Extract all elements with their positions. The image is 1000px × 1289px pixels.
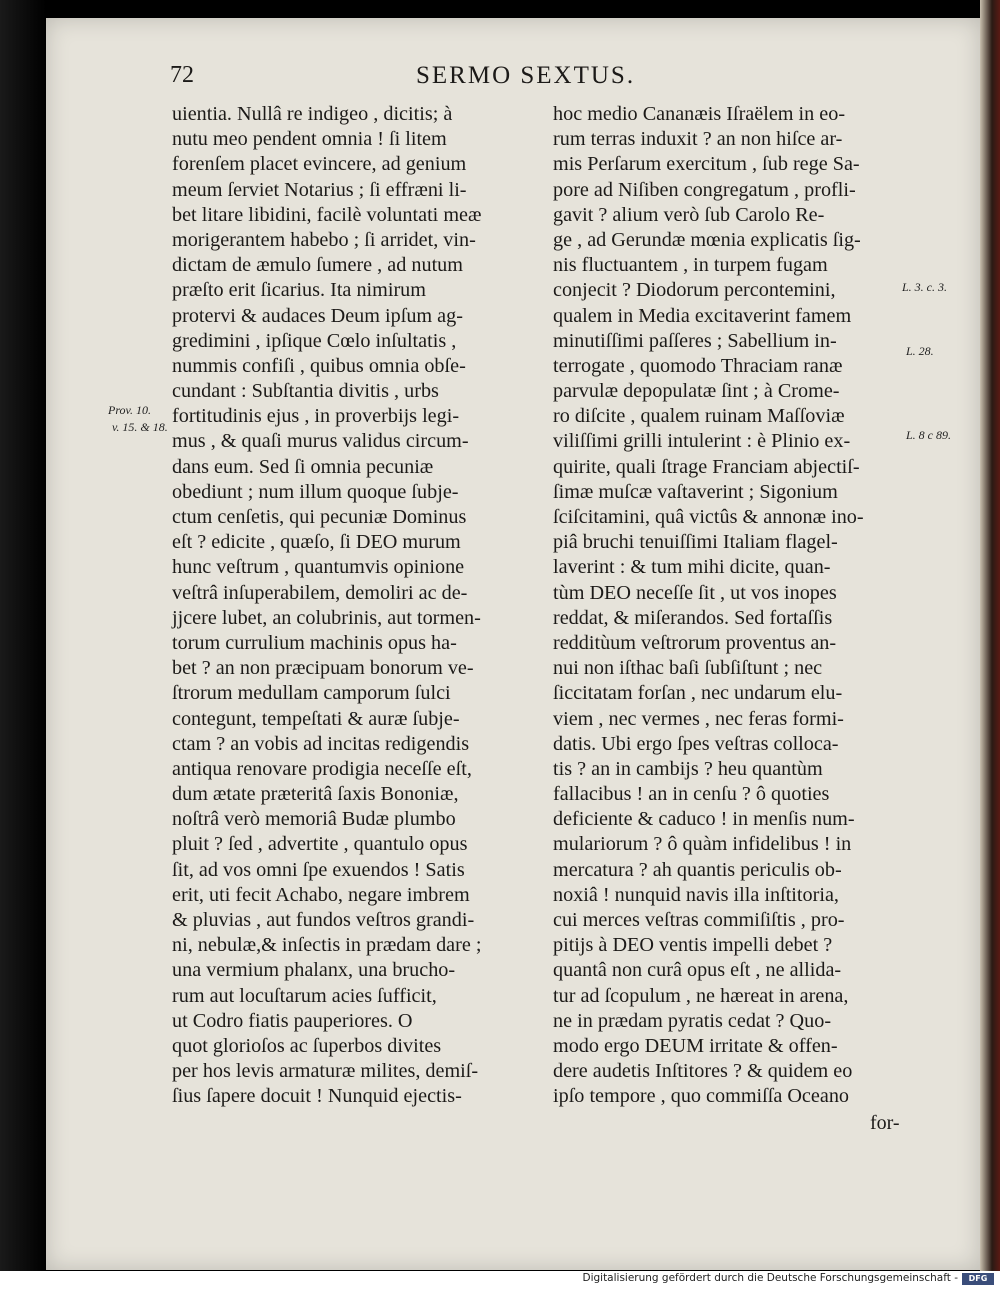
left-column-line: ſius ſapere docuit ! Nunquid ejectis-: [172, 1085, 462, 1108]
right-column-line: noxiâ ! nunquid navis illa inſtitoria,: [553, 883, 839, 906]
right-column-line: ne in prædam pyratis cedat ? Quo-: [553, 1009, 832, 1032]
right-column-line: quirite, quali ſtrage Franciam abjectiſ-: [553, 455, 860, 478]
right-column-line: rum terras induxit ? an non hiſce ar-: [553, 128, 843, 151]
left-column-line: pluit ? ſed , advertite , quantulo opus: [172, 833, 468, 856]
right-column-line: nis fluctuantem , in turpem fugam: [553, 254, 828, 277]
right-column-line: pitijs à DEO ventis impelli debet ?: [553, 934, 833, 957]
left-column-line: fortitudinis ejus , in proverbijs legi-: [172, 405, 460, 428]
page-number: 72: [170, 62, 194, 88]
left-column-line: ſit, ad vos omni ſpe exuendos ! Satis: [172, 858, 465, 881]
left-column-line: uientia. Nullâ re indigeo , dicitis; à: [172, 103, 453, 125]
right-column-line: parvulæ depopulatæ ſint ; à Crome-: [553, 380, 840, 403]
left-column-line: forenſem placet evincere, ad genium: [172, 153, 467, 176]
left-column-line: morigerantem habebo ; ſi arridet, vin-: [172, 228, 476, 251]
left-column-line: bet ? an non præcipuam bonorum ve-: [172, 657, 474, 680]
left-column-line: dum ætate præteritâ ſaxis Bononiæ,: [172, 783, 459, 806]
margin-note-right-1: L. 3. c. 3.: [902, 280, 947, 294]
catchword: for-: [870, 1112, 900, 1134]
footer-bar: [0, 1271, 1000, 1289]
right-column-line: ſiccitatam forſan , nec undarum elu-: [553, 682, 843, 705]
right-column-line: minutiſſimi paſſeres ; Sabellium in-: [553, 329, 837, 352]
left-column-line: erit, uti fecit Achabo, negare imbrem: [172, 883, 470, 906]
left-column-line: antiqua renovare prodigia neceſſe eſt,: [172, 757, 472, 780]
margin-note-left-2: v. 15. & 18.: [112, 420, 168, 434]
left-column-line: torum currulium machinis opus ha-: [172, 631, 457, 654]
left-column-line: ni, nebulæ,& inſectis in prædam dare ;: [172, 934, 482, 957]
right-column-line: viem , nec vermes , nec feras formi-: [553, 707, 844, 730]
left-column-line: nummis confiſi , quibus omnia obſe-: [172, 354, 466, 377]
margin-note-right-3: L. 8 c 89.: [906, 428, 951, 442]
text-column-left: [172, 102, 544, 1110]
left-column-line: quot glorioſos ac ſuperbos divites: [172, 1034, 442, 1057]
left-column-line: gredimini , ipſique Cœlo inſultatis ,: [172, 329, 457, 352]
margin-note-left-1: Prov. 10.: [108, 403, 151, 417]
right-column-line: ipſo tempore , quo commiſſa Oceano: [553, 1085, 850, 1108]
right-column-line: terrogate , quomodo Thraciam ranæ: [553, 354, 843, 377]
right-column-line: hoc medio Cananæis Iſraëlem in eo-: [553, 103, 846, 125]
running-title: SERMO SEXTUS.: [416, 62, 636, 89]
right-column-line: conjecit ? Diodorum percontemini,: [553, 279, 836, 302]
page-edge: [980, 0, 1000, 1289]
left-column-line: præſto erit ſicarius. Ita nimirum: [172, 279, 426, 302]
book-spine-shadow: [0, 0, 46, 1289]
left-column-line: jjcere lubet, an colubrinis, aut tormen-: [172, 606, 481, 629]
left-column-line: hunc veſtrum , quantumvis opinione: [172, 556, 465, 579]
right-column-line: cui merces veſtras commiſiſtis , pro-: [553, 909, 845, 931]
left-column-line: per hos levis armaturæ milites, demiſ-: [172, 1060, 479, 1083]
right-column-line: ſimæ muſcæ vaſtaverint ; Sigonium: [553, 480, 838, 503]
right-column-line: tùm DEO neceſſe ſit , ut vos inopes: [553, 581, 837, 604]
left-column-line: bet litare libidini, facilè voluntati meæ: [172, 203, 482, 226]
right-column-line: viliſſimi grilli intulerint : è Plinio ex-: [553, 430, 851, 453]
left-column-line: eſt ? edicite , quæſo, ſi DEO murum: [172, 531, 461, 554]
right-column-line: quantâ non curâ opus eſt , ne allida-: [553, 959, 842, 982]
right-column-line: fallacibus ! an in cenſu ? ô quoties: [553, 783, 830, 806]
right-column-line: ro diſcite , qualem ruinam Maſſoviæ: [553, 405, 845, 428]
right-column-line: deficiente & caduco ! in menſis num-: [553, 808, 855, 831]
left-column-line: cundant : Subſtantia divitis , urbs: [172, 380, 439, 403]
left-column-line: una vermium phalanx, una brucho-: [172, 959, 456, 982]
right-column-line: mis Perſarum exercitum , ſub rege Sa-: [553, 153, 860, 176]
right-column-line: nui non iſthac baſi ſubſiſtunt ; nec: [553, 657, 823, 680]
right-column-line: tur ad ſcopulum , ne hæreat in arena,: [553, 984, 849, 1007]
left-column-line: rum aut locuſtarum acies ſufficit,: [172, 984, 437, 1007]
left-column-line: noſtrâ verò memoriâ Budæ plumbo: [172, 808, 456, 831]
left-column-line: nutu meo pendent omnia ! ſi litem: [172, 128, 447, 151]
right-column-line: ge , ad Gerundæ mœnia explicatis ſig-: [553, 228, 861, 251]
left-column-line: ut Codro fiatis pauperiores. O: [172, 1009, 413, 1032]
right-column-line: mercatura ? ah quantis periculis ob-: [553, 858, 842, 881]
right-column-line: reddat, & miſerandos. Sed fortaſſis: [553, 606, 833, 629]
left-column-line: ctam ? an vobis ad incitas redigendis: [172, 732, 470, 755]
right-column-line: pore ad Niſiben congregatum , profli-: [553, 178, 856, 201]
right-column-line: qualem in Media excitaverint famem: [553, 304, 852, 327]
left-column-line: ſtrorum medullam camporum ſulci: [172, 682, 451, 705]
left-column-line: & pluvias , aut fundos veſtros grandi-: [172, 909, 475, 931]
right-column-line: modo ergo DEUM irritate & offen-: [553, 1034, 838, 1057]
right-column-line: ſciſcitamini, quâ victûs & annonæ ino-: [553, 506, 864, 528]
text-column-right: [553, 102, 908, 1110]
left-column-line: obediunt ; num illum quoque ſubje-: [172, 480, 459, 503]
right-column-line: datis. Ubi ergo ſpes veſtras colloca-: [553, 732, 839, 755]
left-column-line: mus , & quaſi murus validus circum-: [172, 430, 469, 453]
right-column-line: piâ bruchi tenuiſſimi Italiam flagel-: [553, 531, 838, 554]
page-header: [160, 62, 960, 98]
left-column-line: meum ſerviet Notarius ; ſi effræni li-: [172, 178, 467, 201]
funding-credit: Digitalisierung gefördert durch die Deutsche Forschungsgemeinschaft -: [582, 1272, 958, 1284]
right-column-line: dere audetis Inſtitores ? & quidem eo: [553, 1060, 853, 1083]
left-column-line: dans eum. Sed ſi omnia pecuniæ: [172, 455, 434, 478]
left-column-line: protervi & audaces Deum ipſum ag-: [172, 304, 463, 327]
left-column-line: contegunt, tempeſtati & auræ ſubje-: [172, 707, 460, 730]
dfg-logo-icon: DFG: [962, 1273, 994, 1285]
left-column-line: dictam de æmulo ſumere , ad nutum: [172, 254, 463, 277]
right-column-line: redditùum veſtrorum proventus an-: [553, 631, 837, 654]
right-column-line: laverint : & tum mihi dicite, quan-: [553, 556, 831, 579]
margin-note-right-2: L. 28.: [906, 344, 934, 358]
left-column-line: veſtrâ inſuperabilem, demoliri ac de-: [172, 581, 468, 604]
left-column-line: ctum cenſetis, qui pecuniæ Dominus: [172, 506, 467, 528]
right-column-line: tis ? an in cambijs ? heu quantùm: [553, 757, 823, 780]
right-column-line: gavit ? alium verò ſub Carolo Re-: [553, 203, 825, 226]
right-column-line: mulariorum ? ô quàm infidelibus ! in: [553, 833, 852, 856]
